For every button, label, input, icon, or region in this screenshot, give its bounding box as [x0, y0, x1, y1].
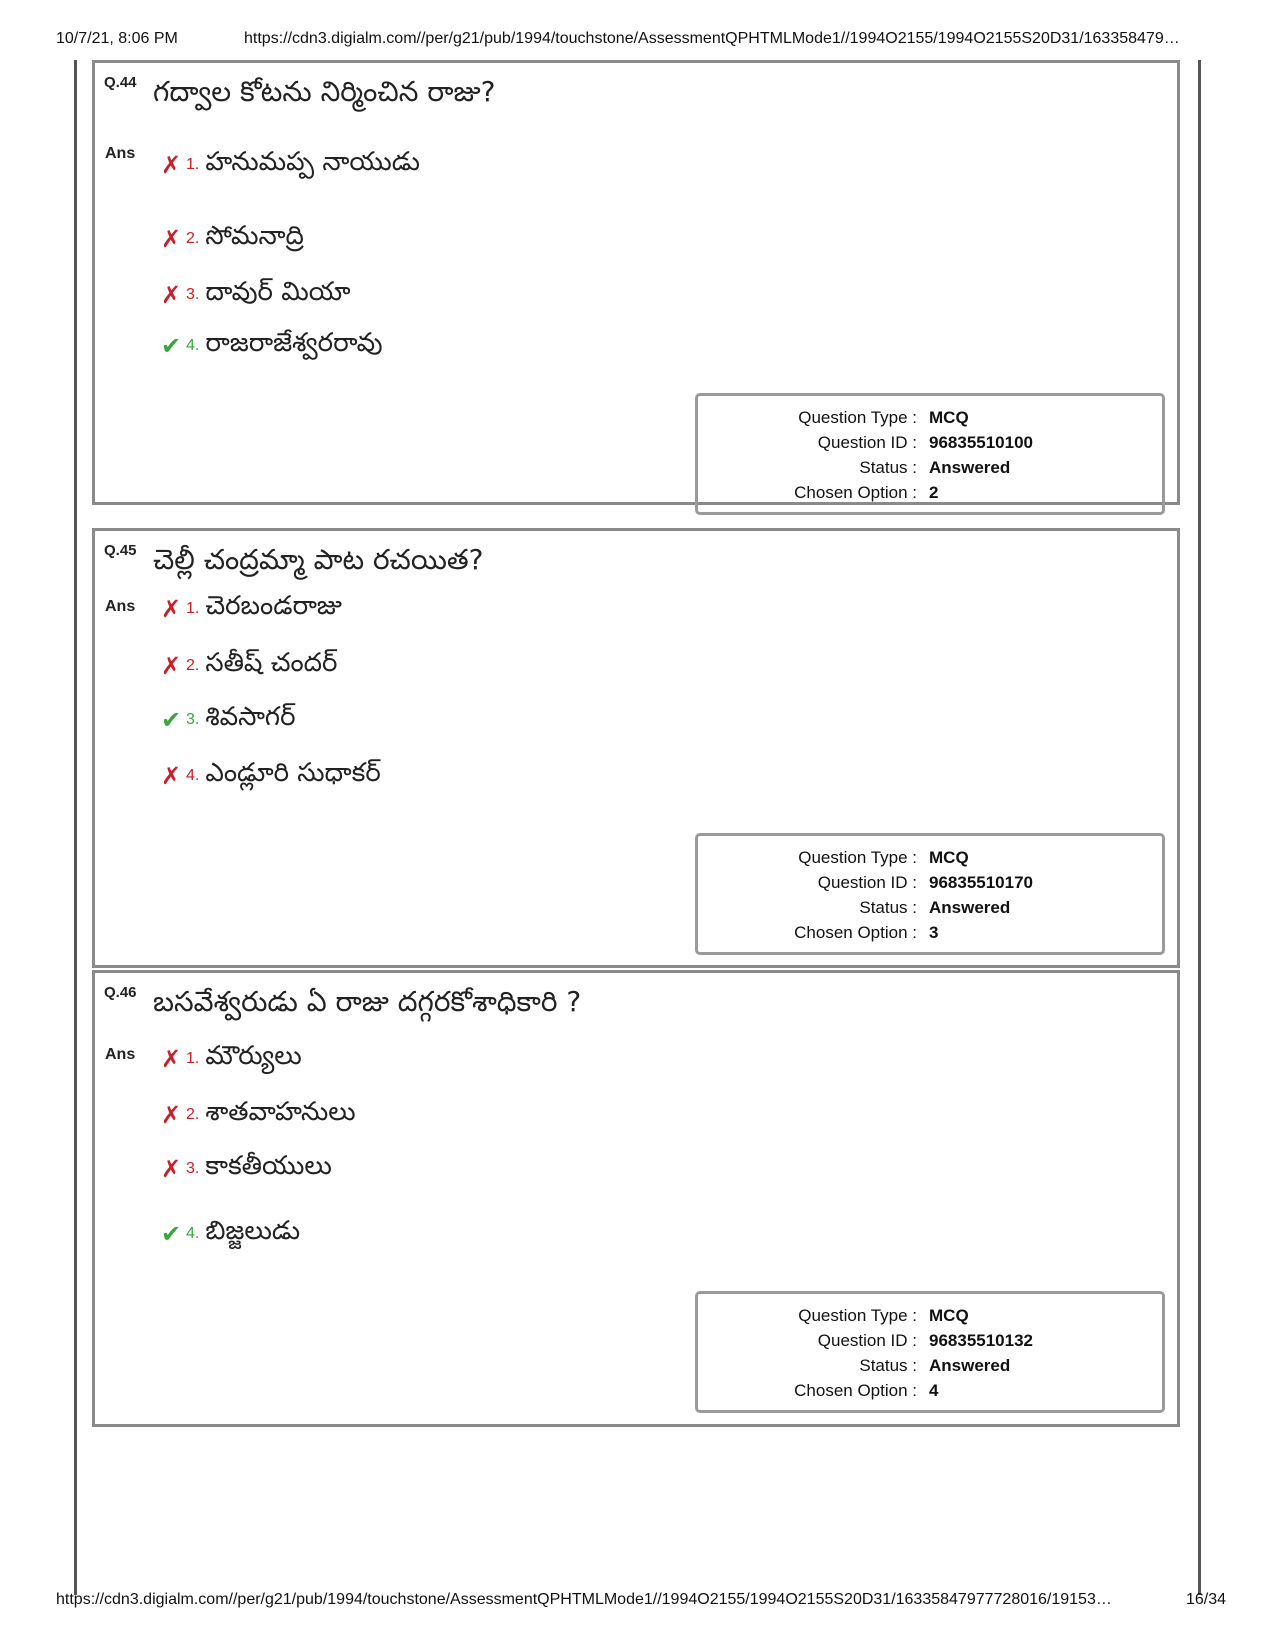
question-number: Q.44	[104, 74, 137, 91]
info-label: Question Type :	[798, 408, 917, 427]
cross-mark-icon: ✗	[160, 595, 182, 623]
question-text: బసవేశ్వరుడు ఏ రాజు దగ్గరకోశాధికారి ?	[153, 985, 582, 1018]
option-number: 1.	[186, 156, 200, 173]
cross-mark-icon: ✗	[160, 151, 182, 179]
print-datetime: 10/7/21, 8:06 PM	[56, 30, 178, 47]
cross-mark-icon: ✗	[160, 762, 182, 790]
info-label: Question ID :	[817, 1331, 917, 1350]
answer-label: Ans	[105, 598, 136, 615]
option-text: సతీష్ చందర్	[205, 648, 338, 678]
option-text: సోమనాద్రి	[205, 221, 304, 251]
option-number: 4.	[186, 767, 200, 784]
chosen-option-value: 3	[929, 923, 939, 942]
page-number: 16/34	[1185, 1591, 1226, 1608]
check-mark-icon: ✔	[160, 1220, 182, 1248]
page-border-left	[74, 60, 77, 1595]
option-number: 1.	[186, 600, 200, 617]
option-number: 4.	[186, 337, 200, 354]
cross-mark-icon: ✗	[160, 1101, 182, 1129]
answer-option	[158, 221, 304, 261]
question-card	[92, 970, 1180, 1427]
option-number: 2.	[186, 230, 200, 247]
option-number: 2.	[186, 657, 200, 674]
answer-option	[158, 1216, 300, 1256]
print-footer-url: https://cdn3.digialm.com//per/g21/pub/1994/touchstone/AssessmentQPHTMLMode1//1994O2155/1994O2155S20D31/16335847977728016/19153…	[56, 1591, 1112, 1608]
info-label: Question ID :	[817, 433, 917, 452]
answer-option	[158, 591, 342, 631]
status-value: Answered	[929, 458, 1011, 477]
cross-mark-icon: ✗	[160, 1045, 182, 1073]
info-label: Question Type :	[798, 848, 917, 867]
info-label: Chosen Option :	[794, 483, 917, 502]
answer-option	[158, 702, 296, 742]
answer-option	[158, 1097, 356, 1137]
question-card	[92, 60, 1180, 505]
option-text: ఎండ్లూరి సుధాకర్	[205, 758, 381, 788]
info-label: Status :	[859, 1356, 917, 1375]
answer-option	[158, 1041, 302, 1081]
check-mark-icon: ✔	[160, 332, 182, 360]
chosen-option-value: 4	[929, 1381, 939, 1400]
question-type-value: MCQ	[929, 1306, 969, 1325]
question-type-value: MCQ	[929, 408, 969, 427]
page-border-right	[1198, 60, 1201, 1595]
info-label: Status :	[859, 458, 917, 477]
option-text: రాజరాజేశ్వరరావు	[205, 328, 383, 358]
answer-option	[158, 147, 420, 187]
option-number: 3.	[186, 286, 200, 303]
option-number: 3.	[186, 1160, 200, 1177]
cross-mark-icon: ✗	[160, 225, 182, 253]
chosen-option-value: 2	[929, 483, 939, 502]
question-info-box	[695, 833, 1165, 955]
option-number: 2.	[186, 1106, 200, 1123]
option-text: చెరబండరాజు	[205, 591, 342, 621]
option-text: దావుర్ మియా	[205, 277, 351, 307]
question-id-value: 96835510132	[929, 1331, 1034, 1350]
option-number: 1.	[186, 1050, 200, 1067]
option-text: కాకతీయులు	[205, 1151, 332, 1181]
question-type-value: MCQ	[929, 848, 969, 867]
answer-option	[158, 758, 381, 798]
answer-label: Ans	[105, 145, 136, 162]
print-footer	[56, 1591, 1226, 1613]
answer-option	[158, 1151, 332, 1191]
option-text: మౌర్యులు	[205, 1041, 302, 1071]
option-text: శాతవాహనులు	[205, 1097, 356, 1127]
option-text: హనుమప్ప నాయుడు	[205, 147, 420, 177]
option-number: 3.	[186, 711, 200, 728]
question-id-value: 96835510170	[929, 873, 1034, 892]
question-text: గద్వాల కోటను నిర్మించిన రాజు?	[153, 75, 496, 108]
info-label: Status :	[859, 898, 917, 917]
question-number: Q.45	[104, 542, 137, 559]
cross-mark-icon: ✗	[160, 281, 182, 309]
answer-option	[158, 328, 383, 368]
question-card	[92, 528, 1180, 968]
check-mark-icon: ✔	[160, 706, 182, 734]
cross-mark-icon: ✗	[160, 652, 182, 680]
info-label: Question ID :	[817, 873, 917, 892]
question-info-box	[695, 393, 1165, 515]
option-text: బిజ్జలుడు	[205, 1216, 301, 1246]
cross-mark-icon: ✗	[160, 1155, 182, 1183]
print-header	[56, 30, 1226, 52]
print-url: https://cdn3.digialm.com//per/g21/pub/1994/touchstone/AssessmentQPHTMLMode1//1994O2155/1994O2155S20D31/163358479…	[244, 30, 1180, 47]
question-info-box	[695, 1291, 1165, 1413]
question-text: చెల్లీ చంద్రమ్మా పాట రచయిత?	[153, 543, 484, 576]
info-label: Chosen Option :	[794, 1381, 917, 1400]
info-label: Question Type :	[798, 1306, 917, 1325]
question-number: Q.46	[104, 984, 137, 1001]
option-text: శివసాగర్	[205, 702, 296, 732]
info-label: Chosen Option :	[794, 923, 917, 942]
option-number: 4.	[186, 1225, 200, 1242]
answer-option	[158, 648, 337, 688]
answer-option	[158, 277, 351, 317]
status-value: Answered	[929, 1356, 1011, 1375]
status-value: Answered	[929, 898, 1011, 917]
answer-label: Ans	[105, 1046, 136, 1063]
question-id-value: 96835510100	[929, 433, 1034, 452]
